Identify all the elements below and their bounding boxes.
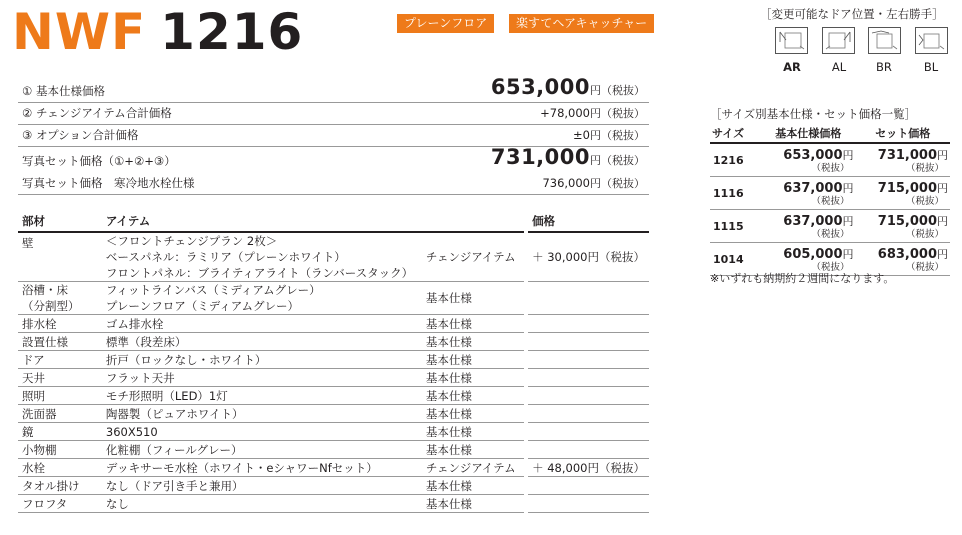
table-row <box>18 441 649 459</box>
spec-part: 小物棚 <box>18 441 102 459</box>
price-label: ① 基本仕様価格 <box>22 84 105 98</box>
price-value: ±0 <box>573 128 590 142</box>
spec-item: なし（ドア引き手と兼用） <box>102 477 422 495</box>
table-row <box>710 143 950 177</box>
price-value: 736,000 <box>542 176 590 190</box>
set-price: 731,000 <box>877 147 937 163</box>
unit-yen: 円 <box>937 181 948 195</box>
door-label-br: BR <box>876 60 892 74</box>
price-row-set <box>18 145 649 172</box>
header-base-price: 基本仕様価格 <box>761 124 856 143</box>
spec-type: チェンジアイテム <box>422 459 524 477</box>
spec-item: デッキサーモ水栓（ホワイト・eシャワーNfセット） <box>102 459 422 477</box>
table-row <box>18 232 649 282</box>
size-value: 1216 <box>710 143 761 177</box>
spec-price <box>528 387 649 405</box>
spec-item: なし <box>102 495 422 513</box>
table-row <box>18 495 649 513</box>
spec-type: 基本仕様 <box>422 477 524 495</box>
price-value: 653,000 <box>490 75 590 99</box>
spec-price <box>528 315 649 333</box>
unit-yen: 円 <box>937 214 948 228</box>
delivery-note: ※いずれも納期約２週間になります。 <box>710 272 895 285</box>
price-unit: 円（税抜） <box>590 84 645 97</box>
spec-item: 化粧棚（フィールグレー） <box>102 441 422 459</box>
unit-yen: 円 <box>937 247 948 261</box>
door-br-diagram <box>868 27 901 54</box>
tax-note: （税抜） <box>811 162 850 174</box>
size-value: 1115 <box>710 210 761 243</box>
price-row-cold <box>18 172 649 195</box>
spec-type: 基本仕様 <box>422 333 524 351</box>
table-row <box>710 210 950 243</box>
door-ar-diagram <box>775 27 808 54</box>
header-size: サイズ <box>710 124 761 143</box>
spec-price <box>528 282 649 315</box>
spec-type: 基本仕様 <box>422 369 524 387</box>
spec-item: 折戸（ロックなし・ホワイト） <box>102 351 422 369</box>
spec-part: 設置仕様 <box>18 333 102 351</box>
unit-yen: 円 <box>937 148 948 162</box>
table-row <box>18 351 649 369</box>
price-unit: 円（税抜） <box>590 129 645 142</box>
spec-item: フィットラインバス（ミディアムグレー） プレーンフロア（ミディアムグレー） <box>102 282 422 315</box>
spec-type: 基本仕様 <box>422 405 524 423</box>
header-type <box>422 211 524 232</box>
price-label: ③ オプション合計価格 <box>22 128 139 142</box>
spec-price <box>528 405 649 423</box>
base-price: 653,000 <box>783 147 843 163</box>
set-price: 683,000 <box>877 246 937 262</box>
spec-part: 水栓 <box>18 459 102 477</box>
spec-type: 基本仕様 <box>422 387 524 405</box>
table-row <box>18 369 649 387</box>
spec-item: 360X510 <box>102 423 422 441</box>
table-row <box>18 315 649 333</box>
tax-note: （税抜） <box>905 195 944 207</box>
header-price: 価格 <box>528 211 649 232</box>
spec-price <box>528 369 649 387</box>
spec-price <box>528 495 649 513</box>
price-label: 写真セット価格（①+②+③） <box>22 154 176 168</box>
price-unit: 円（税抜） <box>590 107 645 120</box>
size-price-table <box>710 124 950 276</box>
set-price: 715,000 <box>877 180 937 196</box>
spec-part: 洗面器 <box>18 405 102 423</box>
unit-yen: 円 <box>842 247 854 261</box>
tax-note: （税抜） <box>811 195 850 207</box>
unit-yen: 円 <box>842 181 854 195</box>
model-name <box>12 2 303 62</box>
tag-plain-floor: プレーンフロア <box>397 14 494 33</box>
spec-price <box>528 333 649 351</box>
door-bl-diagram <box>915 27 948 54</box>
price-value: +78,000 <box>540 106 590 120</box>
size-value: 1116 <box>710 177 761 210</box>
spec-type: 基本仕様 <box>422 495 524 513</box>
table-row <box>18 387 649 405</box>
spec-type: チェンジアイテム <box>422 232 524 282</box>
table-row <box>18 333 649 351</box>
spec-price <box>528 477 649 495</box>
unit-yen: 円 <box>842 214 854 228</box>
spec-table <box>18 211 649 513</box>
spec-header-row <box>18 211 649 232</box>
price-label: 写真セット価格 寒冷地水栓仕様 <box>22 176 195 190</box>
table-row <box>18 477 649 495</box>
spec-type: 基本仕様 <box>422 423 524 441</box>
header-part: 部材 <box>18 211 102 232</box>
spec-part: 壁 <box>18 232 102 282</box>
door-label-al: AL <box>831 60 847 74</box>
size-header-row <box>710 124 950 143</box>
spec-type: 基本仕様 <box>422 282 524 315</box>
price-row-base <box>18 75 649 103</box>
base-price: 637,000 <box>783 180 843 196</box>
spec-type: 基本仕様 <box>422 351 524 369</box>
spec-price: ＋ 48,000円（税抜） <box>528 459 649 477</box>
price-row-option <box>18 124 649 147</box>
tax-note: （税抜） <box>905 228 944 240</box>
base-price: 605,000 <box>783 246 843 262</box>
spec-part: タオル掛け <box>18 477 102 495</box>
spec-item: フラット天井 <box>102 369 422 387</box>
model-letters: NWF <box>12 3 147 61</box>
door-options-title: ［変更可能なドア位置・左右勝手］ <box>760 7 944 21</box>
size-table-title: ［サイズ別基本仕様・セット価格一覧］ <box>710 107 917 121</box>
header-set-price: セット価格 <box>856 124 951 143</box>
table-row <box>18 282 649 315</box>
table-row <box>18 459 649 477</box>
tax-note: （税抜） <box>811 228 850 240</box>
price-unit: 円（税抜） <box>590 154 645 167</box>
tag-hair-catcher: 楽すてヘアキャッチャー <box>509 14 654 33</box>
spec-part: 鏡 <box>18 423 102 441</box>
spec-price <box>528 423 649 441</box>
table-row <box>18 423 649 441</box>
spec-item: モチ形照明（LED）1灯 <box>102 387 422 405</box>
spec-item: 陶器製（ピュアホワイト） <box>102 405 422 423</box>
spec-part: フロフタ <box>18 495 102 513</box>
price-value: 731,000 <box>490 145 590 169</box>
header-item: アイテム <box>102 211 422 232</box>
door-label-bl: BL <box>923 60 939 74</box>
spec-part: 天井 <box>18 369 102 387</box>
spec-type: 基本仕様 <box>422 315 524 333</box>
set-price: 715,000 <box>877 213 937 229</box>
spec-item: ＜フロントチェンジプラン 2枚＞ ベースパネル：ラミリア（プレーンホワイト） フロントパネル：ブライティアライト（ランバースタック） <box>102 232 422 282</box>
spec-item: 標準（段差床） <box>102 333 422 351</box>
door-label-ar: AR <box>783 60 801 74</box>
table-row <box>18 405 649 423</box>
price-row-change <box>18 102 649 125</box>
spec-item: ゴム排水栓 <box>102 315 422 333</box>
spec-part: 排水栓 <box>18 315 102 333</box>
tax-note: （税抜） <box>905 162 944 174</box>
tax-note: （税抜） <box>905 261 944 273</box>
table-row <box>710 177 950 210</box>
spec-part: 照明 <box>18 387 102 405</box>
spec-type: 基本仕様 <box>422 441 524 459</box>
spec-part: 浴槽・床 （分割型） <box>18 282 102 315</box>
price-unit: 円（税抜） <box>590 177 645 190</box>
size-value: 1014 <box>710 243 761 276</box>
spec-part: ドア <box>18 351 102 369</box>
unit-yen: 円 <box>842 148 854 162</box>
price-label: ② チェンジアイテム合計価格 <box>22 106 172 120</box>
door-al-diagram <box>822 27 855 54</box>
spec-price: ＋ 30,000円（税抜） <box>528 232 649 282</box>
spec-price <box>528 351 649 369</box>
model-number: 1216 <box>160 3 304 61</box>
spec-price <box>528 441 649 459</box>
base-price: 637,000 <box>783 213 843 229</box>
tax-note: （税抜） <box>811 261 850 273</box>
